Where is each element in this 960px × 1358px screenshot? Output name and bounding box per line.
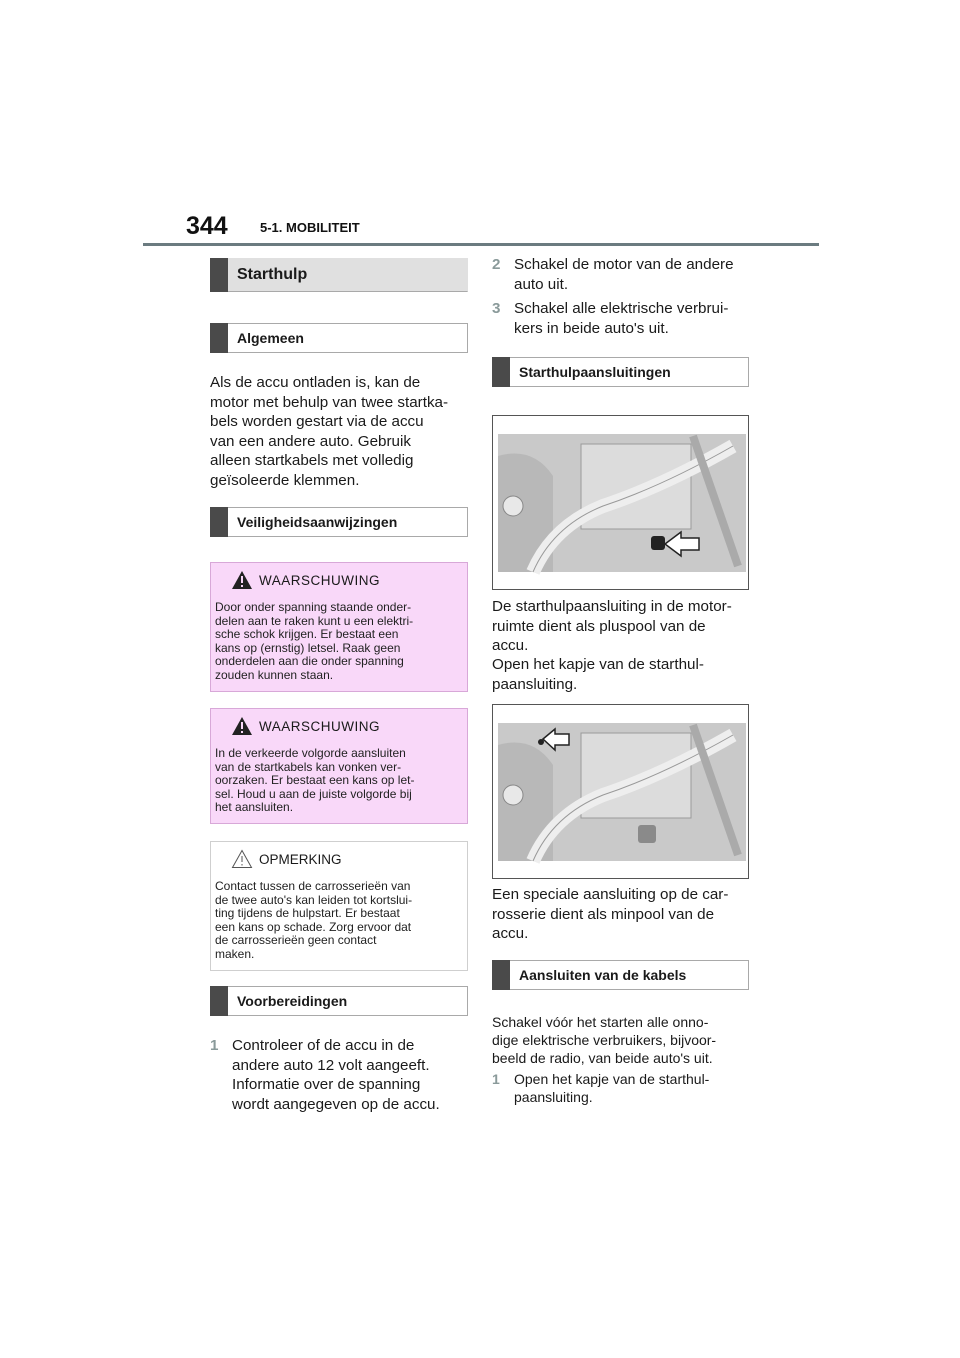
caption-pluspool: De starthulpaansluiting in de motor- ruimte dient als pluspool van de accu. — [492, 598, 732, 654]
step-1 — [210, 1036, 468, 1116]
heading-starthulpaansluitingen — [492, 357, 749, 387]
caution-outline-icon — [231, 849, 253, 869]
engine-bay-illustration — [493, 705, 748, 878]
heading-label: Veiligheidsaanwijzingen — [237, 514, 398, 530]
warning-box-2 — [210, 708, 468, 824]
intro-paragraph: Als de accu ontladen is, kan de motor met behulp van twee startka- bels worden gestart via de accu van een andere auto. Gebruik alleen startkabels met volledig geïsoleerde klemmen. — [210, 374, 449, 489]
step-text: Schakel de motor van de andere auto uit. — [514, 256, 734, 293]
heading-tab — [210, 986, 228, 1016]
heading-tab — [210, 507, 228, 537]
step-number: 3 — [492, 300, 501, 317]
page-number: 344 — [186, 212, 228, 240]
step-text: Schakel alle elektrische verbrui- kers in beide auto's uit. — [514, 300, 729, 337]
note-box — [210, 841, 468, 971]
heading-label: Starthulp — [237, 266, 308, 283]
heading-label: Algemeen — [237, 330, 304, 346]
heading-aansluiten — [492, 960, 749, 990]
step-number: 1 — [492, 1071, 500, 1087]
warning-box-1 — [210, 562, 468, 692]
step-1-open-kapje — [492, 1070, 750, 1110]
heading-veiligheid — [210, 507, 468, 537]
caption-minpool: Een speciale aansluiting op de car- rosserie dient als minpool van de accu. — [492, 886, 729, 942]
engine-bay-photo-minus — [492, 704, 749, 879]
warning-title: WAARSCHUWING — [259, 719, 380, 734]
note-title: OPMERKING — [259, 852, 342, 867]
step-3 — [492, 299, 750, 339]
heading-voorbereidingen — [210, 986, 468, 1016]
heading-label: Starthulpaansluitingen — [519, 364, 671, 380]
note-text: Contact tussen de carrosserieën van de twee auto's kan leiden tot kortslui- ting tijdens de hulpstart. Er bestaat een kans op schade. Zorg ervoor dat de carrosserieën geen contact maken. — [215, 879, 413, 961]
heading-algemeen — [210, 323, 468, 353]
heading-tab — [210, 258, 228, 292]
heading-label: Aansluiten van de kabels — [519, 967, 687, 983]
heading-tab — [492, 357, 510, 387]
warning-icon — [231, 716, 253, 736]
heading-tab — [210, 323, 228, 353]
heading-label: Voorbereidingen — [237, 993, 348, 1009]
header-rule — [143, 243, 819, 246]
engine-bay-photo-plus — [492, 415, 749, 590]
engine-bay-illustration — [493, 416, 748, 589]
warning-text: In de verkeerde volgorde aansluiten van de startkabels kan vonken ver- oorzaken. Er bestaat een kans op let- sel. Houd u aan de juiste volgorde bij het aansluiten. — [215, 746, 415, 814]
step-text: Controleer of de accu in de andere auto 12 volt aangeeft. Informatie over de spanning wordt aangegeven op de accu. — [232, 1037, 440, 1113]
step-text: Open het kapje van de starthul- paansluiting. — [514, 1071, 710, 1105]
warning-text: Door onder spanning staande onder- delen aan te raken kunt u een elektri- sche schok krijgen. Er bestaat een kans op (ernstig) letsel. Raak geen onderdelen aan die onder spanning zouden kunnen staan. — [215, 600, 414, 682]
caption-open-kapje: Open het kapje van de starthul- paansluiting. — [492, 656, 704, 693]
step-number: 2 — [492, 256, 501, 273]
warning-title: WAARSCHUWING — [259, 573, 380, 588]
heading-starthulp — [210, 258, 468, 292]
step-2 — [492, 255, 750, 295]
preparation-paragraph: Schakel vóór het starten alle onno- dige elektrische verbruikers, bijvoor- beeld de radio, van beide auto's uit. — [492, 1014, 717, 1066]
heading-tab — [492, 960, 510, 990]
step-number: 1 — [210, 1037, 219, 1054]
warning-icon — [231, 570, 253, 590]
section-title: 5-1. MOBILITEIT — [260, 220, 360, 235]
